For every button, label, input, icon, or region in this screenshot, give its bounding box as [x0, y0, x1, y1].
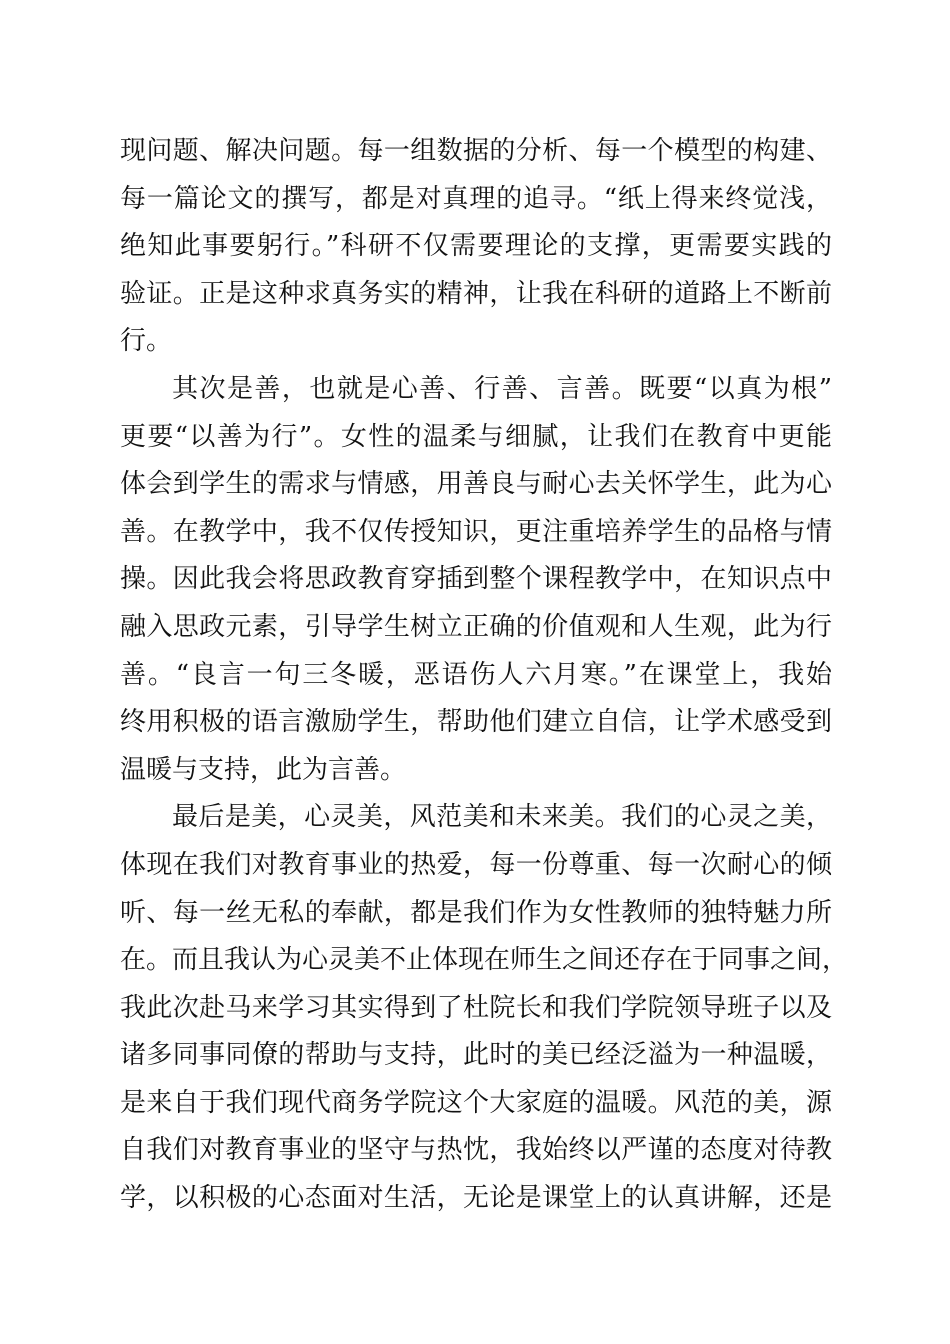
text-line: 自我们对教育事业的坚守与热忱，我始终以严谨的态度对待教 — [120, 1135, 832, 1166]
text-line: 温暖与支持，此为言善。 — [120, 754, 407, 785]
paragraph-2 — [120, 366, 832, 794]
text-line: 最后是美，心灵美，风范美和未来美。我们的心灵之美， — [172, 802, 832, 833]
text-line: 其次是善，也就是心善、行善、言善。既要“以真为根” — [172, 373, 832, 404]
paragraph-3 — [120, 794, 849, 1222]
text-line: 操。因此我会将思政教育穿插到整个课程教学中，在知识点中 — [120, 564, 832, 595]
text-line: 学，以积极的心态面对生活，无论是课堂上的认真讲解，还是 — [120, 1183, 832, 1214]
text-line: 行。 — [120, 326, 173, 357]
text-line: 我此次赴马来学习其实得到了杜院长和我们学院领导班子以及 — [120, 992, 832, 1023]
text-line: 善。在教学中，我不仅传授知识，更注重培养学生的品格与情 — [120, 516, 832, 547]
text-line: 听、每一丝无私的奉献，都是我们作为女性教师的独特魅力所 — [120, 897, 832, 928]
text-line: 终用积极的语言激励学生，帮助他们建立自信，让学术感受到 — [120, 707, 832, 738]
text-line: 每一篇论文的撰写，都是对真理的追寻。“纸上得来终觉浅， — [120, 183, 832, 214]
text-line: 更要“以善为行”。女性的温柔与细腻，让我们在教育中更能 — [120, 421, 832, 452]
text-line: 善。“良言一句三冬暖，恶语伤人六月寒。”在课堂上，我始 — [120, 659, 832, 690]
text-line: 融入思政元素，引导学生树立正确的价值观和人生观，此为行 — [120, 611, 832, 642]
text-line: 在。而且我认为心灵美不止体现在师生之间还存在于同事之间， — [120, 945, 849, 976]
text-line: 验证。正是这种求真务实的精神，让我在科研的道路上不断前 — [120, 278, 832, 309]
text-line: 绝知此事要躬行。”科研不仅需要理论的支撑，更需要实践的 — [120, 231, 832, 262]
text-line: 是来自于我们现代商务学院这个大家庭的温暖。风范的美，源 — [120, 1087, 832, 1118]
text-line: 体现在我们对教育事业的热爱，每一份尊重、每一次耐心的倾 — [120, 849, 832, 880]
text-line: 诸多同事同僚的帮助与支持，此时的美已经泛溢为一种温暖， — [120, 1040, 832, 1071]
text-line: 现问题、解决问题。每一组数据的分析、每一个模型的构建、 — [120, 136, 832, 166]
paragraph-1 — [120, 128, 832, 366]
text-line: 体会到学生的需求与情感，用善良与耐心去关怀学生，此为心 — [120, 469, 832, 500]
body-text — [120, 128, 849, 1223]
